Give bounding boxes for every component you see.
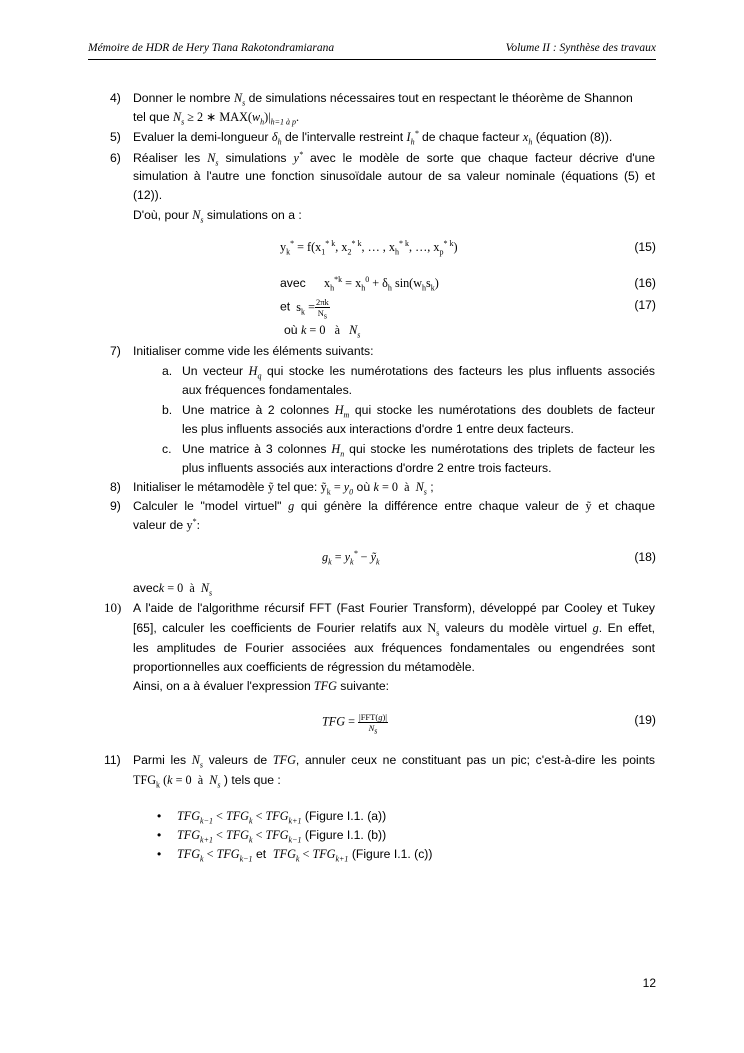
step-11-line2: $TFG_k$ (k = 0 à $N_s$ ) tels que : [133, 773, 281, 790]
equation-15-number: (15) [634, 240, 656, 254]
page-header [88, 42, 656, 58]
equation-17-range: où k = 0 à $N_s$ [284, 323, 361, 340]
step-4-line1: Donner le nombre $N_s$ de simulations nécessaires tout en respectant le théorème de Shannon [133, 91, 633, 108]
step-11-line1: Parmi les $N_s$ valeurs de TFG, annuler ceux ne constituant pas un pic; c'est-à-dire les points [133, 753, 656, 770]
step-7-number: 7) [110, 344, 121, 358]
step-6-number: 6) [110, 151, 121, 165]
bullet-3-text: $TFG_k < TFG_{k-1}$ et $TFG_k < TFG_{k+1}$ (Figure I.1. (c)) [177, 847, 433, 864]
step-10-line3: les amplitudes de Fourier associées aux fréquences fondamentales ou engendrées sont [133, 641, 655, 655]
bullet-2-text: $TFG_{k+1} < TFG_k < TFG_{k-1}$ (Figure I.1. (b)) [177, 828, 387, 845]
equation-18: $g_k = y_k^*$ − ỹ$_k$ [322, 548, 380, 567]
step-10-number: 10) [104, 600, 122, 615]
step-7a-line2: aux fréquences fondamentales. [182, 383, 353, 397]
equation-18-number: (18) [634, 550, 656, 564]
bullet-1-text: $TFG_{k-1} < TFG_k < TFG_{k+1}$ (Figure I.1. (a)) [177, 809, 387, 826]
step-4-number: 4) [110, 91, 121, 105]
header-left: Mémoire de HDR de Hery Tiana Rakotondramiarana [88, 42, 335, 54]
step-6-line3: (12)). [133, 188, 163, 202]
equation-17-number: (17) [634, 298, 656, 312]
step-7b-line1: Une matrice à 2 colonnes $H_m$ qui stocke les numérotations des doublets de facteur [182, 403, 655, 420]
step-9-line2: valeur de y*: [133, 516, 201, 532]
bullet-2-symbol: • [157, 828, 162, 842]
step-10-line5: Ainsi, on a à évaluer l'expression TFG suivante: [133, 679, 390, 693]
bullet-1-symbol: • [157, 809, 162, 823]
step-11-number: 11) [104, 753, 121, 767]
step-9-line1: Calculer le "model virtuel" g qui génère la différence entre chaque valeur de ỹ et chaque [133, 499, 655, 513]
step-6-line4: D'où, pour $N_s$ simulations on a : [133, 208, 302, 225]
step-10-line2: [65], calculer les coefficients de Fourier relatifs aux $N_s$ valeurs du modèle virtuel g. En effet, [133, 621, 656, 638]
step-6-line1: Réaliser les $N_s$ simulations y* avec le modèle de sorte que chaque facteur décrive d'une [133, 149, 656, 168]
step-7b-label: b. [162, 403, 173, 417]
page-number: 12 [642, 976, 656, 990]
step-5-line: Evaluer la demi-longueur $\delta_h$ de l'intervalle restreint $I_h^*$ de chaque facteur $x_h$ (équation (8)). [133, 128, 613, 147]
step-7c-label: c. [162, 442, 172, 456]
step-7b-line2: les plus influents associés aux interactions d'ordre 1 entre deux facteurs. [182, 422, 574, 436]
step-9-number: 9) [110, 499, 121, 513]
step-7a-label: a. [162, 364, 173, 378]
equation-19-number: (19) [634, 713, 656, 727]
step-8-line: Initialiser le métamodèle ỹ tel que: ỹ$_k$ = $y_0$ où k = 0 à $N_s$ ; [133, 480, 434, 497]
step-8-number: 8) [110, 480, 121, 494]
step-7a-line1: Un vecteur $H_q$ qui stocke les numérotations des facteurs les plus influents associés [182, 364, 656, 381]
header-rule [88, 59, 656, 60]
equation-16: avec $x_h^{*k} = x_h^0 + \delta_h$ $\sin(w_hs_k)$ [280, 274, 439, 293]
step-10-line1: A l'aide de l'algorithme récursif FFT (Fast Fourier Transform), développé par Cooley et Tukey [133, 601, 655, 615]
step-5-number: 5) [110, 130, 121, 144]
step-10-line4: proportionnelles aux coefficients de régression du métamodèle. [133, 660, 475, 674]
equation-17: et $s_k$ = $\frac{2\pi k}{N_s}$ [280, 297, 329, 321]
equation-19: TFG = $\frac{\text{|FFT(g)|}}{N_s}$ [322, 712, 387, 736]
equation-15: $y_k^* = f(x_1^{* k}$, $x_2^{* k}$, … , $x_h^{* k}$, …, $x_p^{* k}$) [280, 238, 458, 257]
step-6-line2: simulation à l'autre une fonction sinusoïdale autour de sa valeur nominale (équations (5) et [133, 169, 655, 183]
step-4-line2: tel que $N_s \ge 2$ ∗ $MAX(w_h)|_{h=1 à p}$. [133, 110, 300, 127]
step-7c-line2: plus influents associés aux interactions d'ordre 2 entre trois facteurs. [182, 461, 552, 475]
equation-16-number: (16) [634, 276, 656, 290]
bullet-3-symbol: • [157, 847, 162, 861]
equation-18-range: aveck = 0 à $N_s$ [133, 581, 213, 598]
step-7c-line1: Une matrice à 3 colonnes $H_n$ qui stocke les numérotations des triplets de facteur les [182, 442, 655, 459]
header-right: Volume II : Synthèse des travaux [505, 42, 656, 54]
step-7-line: Initialiser comme vide les éléments suivants: [133, 344, 374, 358]
